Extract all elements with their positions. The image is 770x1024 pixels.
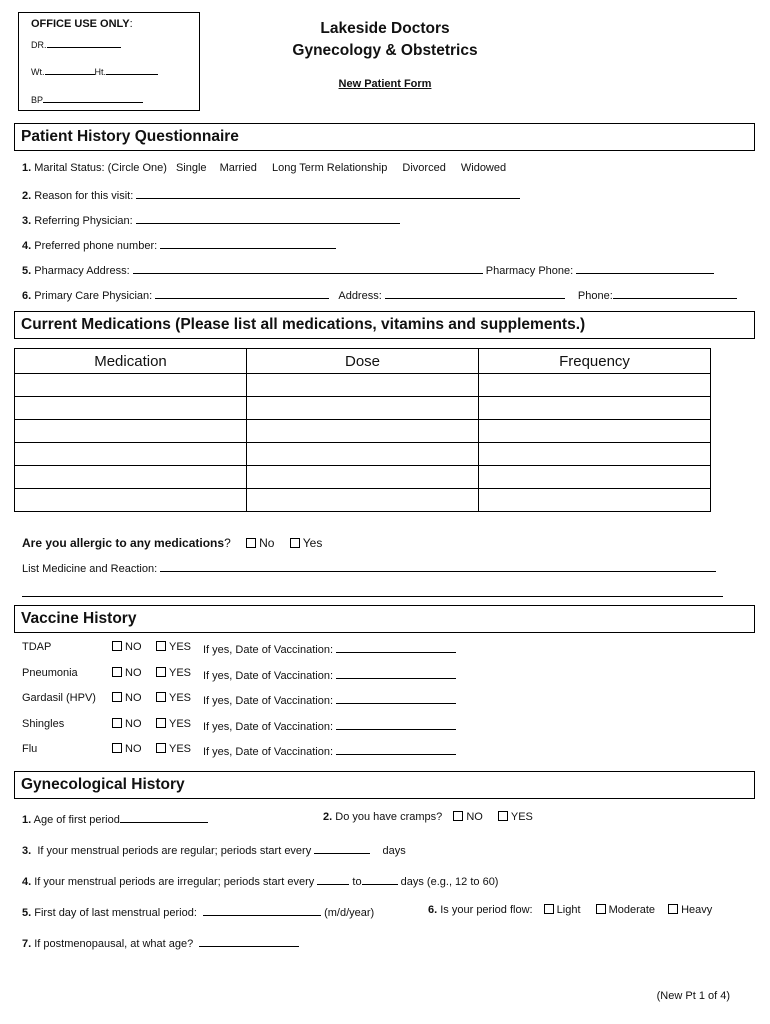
form-title: New Patient Form [338,78,432,90]
checkbox-icon [156,667,166,677]
first-period-row: 1. Age of first period [22,811,208,826]
marital-option-ltr[interactable]: Long Term Relationship [271,162,388,174]
cramps-no-option[interactable]: NO [453,811,483,823]
col-dose: Dose [247,349,479,374]
table-row [15,397,711,420]
phone-row: 4. Preferred phone number: [22,237,336,252]
pharmacy-row: 5. Pharmacy Address: Pharmacy Phone: [22,262,714,277]
office-use-box [18,12,200,111]
checkbox-icon [112,718,122,728]
vaccine-no-option[interactable]: NO [112,641,142,653]
regular-period-row: 3. If your menstrual periods are regular; periods start every days [22,842,406,857]
marital-option-married[interactable]: Married [219,162,257,174]
checkbox-icon [498,811,508,821]
clinic-name [265,18,505,62]
dose-cell[interactable] [247,374,479,397]
checkbox-icon [668,904,678,914]
flow-light-option[interactable]: Light [544,904,581,916]
allergy-no-option[interactable]: No [246,536,274,550]
medication-cell[interactable] [15,420,247,443]
flow-moderate-option[interactable]: Moderate [596,904,655,916]
reason-visit-field[interactable] [136,187,520,199]
irregular-period-min-field[interactable] [317,873,349,885]
allergy-yes-option[interactable]: Yes [290,536,323,550]
regular-period-field[interactable] [314,842,370,854]
vaccine-date-field[interactable] [336,743,456,755]
pharmacy-phone-field[interactable] [576,262,714,274]
section-current-medications: Current Medications (Please list all medications, vitamins and supplements.) [14,311,755,339]
checkbox-icon [290,538,300,548]
vaccine-no-option[interactable]: NO [112,718,142,730]
marital-status-row: 1. Marital Status: (Circle One) Single Married Long Term Relationship Divorced Widowed [22,162,507,174]
allergy-list-row: List Medicine and Reaction: [22,560,716,575]
vaccine-yes-option[interactable]: YES [156,667,191,679]
vaccine-no-option[interactable]: NO [112,743,142,755]
dose-cell[interactable] [247,397,479,420]
allergy-row: Are you allergic to any medications? No Yes [22,536,323,550]
section-gynecological-history: Gynecological History [14,771,755,799]
table-row [15,420,711,443]
allergy-list-field-line2[interactable] [22,596,723,597]
checkbox-icon [246,538,256,548]
last-period-field[interactable] [203,904,321,916]
frequency-cell[interactable] [479,466,711,489]
primary-care-row: 6. Primary Care Physician: Address: Phone: [22,287,737,302]
medication-cell[interactable] [15,489,247,512]
primary-care-field[interactable] [155,287,329,299]
clinic-name-line2: Gynecology & Obstetrics [292,42,478,59]
vaccine-yes-option[interactable]: YES [156,743,191,755]
marital-option-widowed[interactable]: Widowed [460,162,507,174]
first-period-field[interactable] [120,811,208,823]
frequency-cell[interactable] [479,397,711,420]
col-frequency: Frequency [479,349,711,374]
vaccine-date-field[interactable] [336,667,456,679]
vaccine-no-option[interactable]: NO [112,667,142,679]
office-wt-ht-field[interactable]: Wt. Ht. [31,66,158,77]
section-vaccine-history: Vaccine History [14,605,755,633]
dose-cell[interactable] [247,443,479,466]
dose-cell[interactable] [247,466,479,489]
medication-cell[interactable] [15,466,247,489]
vaccine-date-field[interactable] [336,718,456,730]
cramps-yes-option[interactable]: YES [498,811,533,823]
checkbox-icon [156,718,166,728]
cramps-row: 2. Do you have cramps? NO YES [323,811,533,823]
checkbox-icon [112,641,122,651]
vaccine-yes-option[interactable]: YES [156,692,191,704]
checkbox-icon [156,743,166,753]
medications-table [14,348,711,512]
table-row [15,466,711,489]
checkbox-icon [112,667,122,677]
referring-physician-row: 3. Referring Physician: [22,212,400,227]
frequency-cell[interactable] [479,374,711,397]
phone-field[interactable] [160,237,336,249]
allergy-list-field[interactable] [160,560,716,572]
irregular-period-max-field[interactable] [362,873,398,885]
frequency-cell[interactable] [479,420,711,443]
checkbox-icon [453,811,463,821]
checkbox-icon [544,904,554,914]
office-dr-field[interactable]: DR. [31,39,121,50]
clinic-name-line1: Lakeside Doctors [320,20,450,37]
vaccine-no-option[interactable]: NO [112,692,142,704]
checkbox-icon [156,692,166,702]
col-medication: Medication [15,349,247,374]
frequency-cell[interactable] [479,489,711,512]
postmenopausal-field[interactable] [199,935,299,947]
medication-cell[interactable] [15,397,247,420]
vaccine-date-field[interactable] [336,692,456,704]
section-patient-history: Patient History Questionnaire [14,123,755,151]
postmenopausal-row: 7. If postmenopausal, at what age? [22,935,299,950]
medication-cell[interactable] [15,374,247,397]
pharmacy-address-field[interactable] [133,262,483,274]
reason-visit-row: 2. Reason for this visit: [22,187,520,202]
flow-heavy-option[interactable]: Heavy [668,904,712,916]
checkbox-icon [156,641,166,651]
referring-physician-field[interactable] [136,212,400,224]
checkbox-icon [112,692,122,702]
page-number: (New Pt 1 of 4) [656,990,730,1002]
vaccine-date-field[interactable] [336,641,456,653]
primary-care-phone-field[interactable] [613,287,737,299]
medication-cell[interactable] [15,443,247,466]
marital-option-single[interactable]: Single [175,162,207,174]
checkbox-icon [112,743,122,753]
dose-cell[interactable] [247,489,479,512]
vaccine-yes-option[interactable]: YES [156,718,191,730]
primary-care-address-field[interactable] [385,287,565,299]
irregular-period-row: 4. If your menstrual periods are irregular; periods start every to days (e.g., 12 to 60) [22,873,498,888]
frequency-cell[interactable] [479,443,711,466]
marital-option-divorced[interactable]: Divorced [402,162,446,174]
dose-cell[interactable] [247,420,479,443]
office-use-title: OFFICE USE ONLY: [31,18,133,30]
vaccine-yes-option[interactable]: YES [156,641,191,653]
last-period-row: 5. First day of last menstrual period: (m/d/year) [22,904,374,919]
table-row [15,374,711,397]
table-row [15,443,711,466]
table-row [15,489,711,512]
checkbox-icon [596,904,606,914]
period-flow-row: 6. Is your period flow: Light Moderate Heavy [428,904,713,916]
office-bp-field[interactable]: BP [31,94,143,105]
